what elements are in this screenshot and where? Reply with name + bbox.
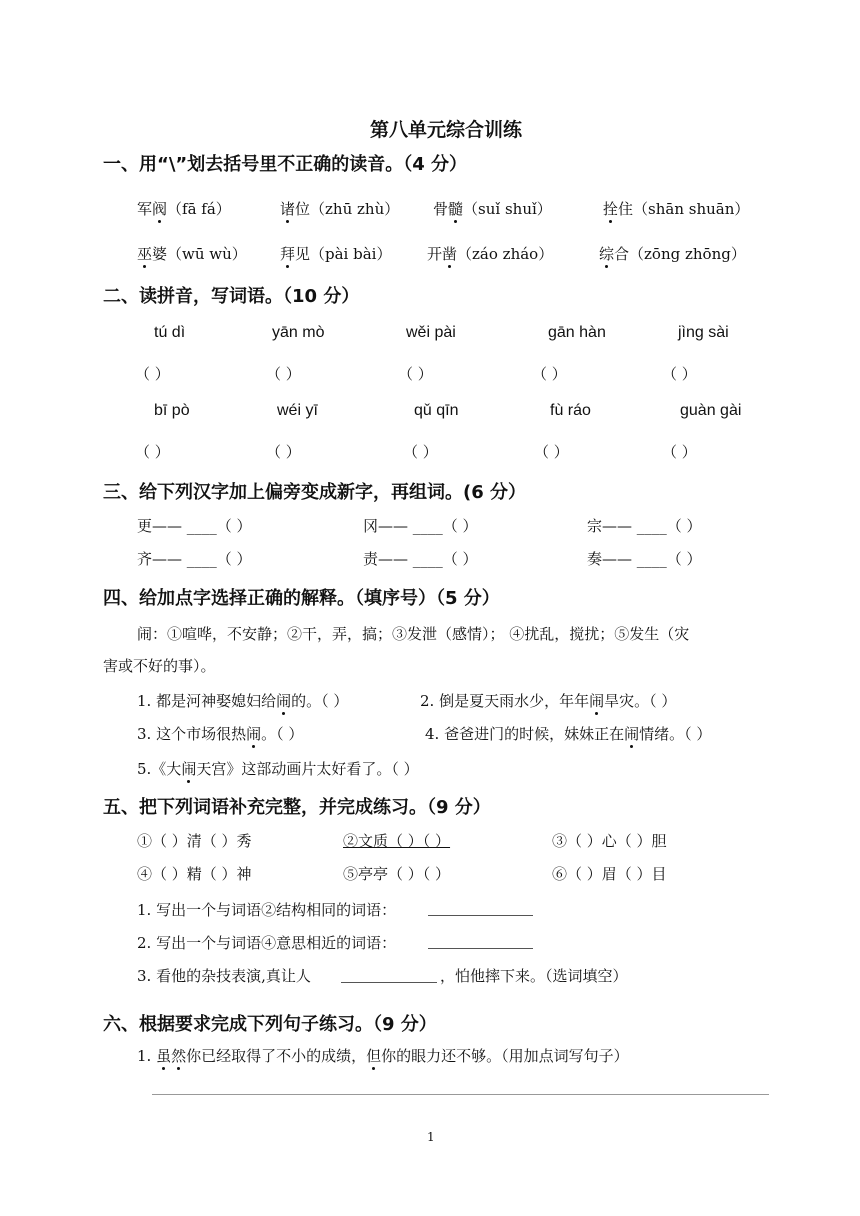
radical-item[interactable]: 奏—— ____（ ）	[587, 550, 702, 568]
definition-text: 害或不好的事）。	[103, 657, 216, 675]
section-5-heading: 五、把下列词语补充完整，并完成练习。（9 分）	[103, 797, 491, 818]
pinyin: wěi pài	[406, 324, 456, 341]
page-title: 第八单元综合训练	[370, 119, 523, 141]
answer-blank[interactable]: （ ）	[532, 365, 567, 383]
answer-line[interactable]	[428, 948, 533, 949]
radical-item[interactable]: 更—— ____（ ）	[137, 517, 252, 535]
q4-item: 1. 都是河神娶媳妇给闹的。（ ）	[137, 692, 349, 710]
answer-line[interactable]	[428, 915, 533, 916]
answer-blank[interactable]: （ ）	[135, 443, 170, 461]
exercise-text: 1. 写出一个与词语②结构相同的词语：	[137, 901, 397, 919]
radical-item[interactable]: 责—— ____（ ）	[363, 550, 478, 568]
idiom-item[interactable]: ①（ ）清（ ）秀	[137, 832, 252, 850]
answer-line[interactable]	[341, 982, 437, 983]
q1-item: 巫婆（wū wù）	[137, 245, 247, 263]
idiom-item[interactable]: ②文质（ ）（ ）	[343, 832, 451, 850]
radical-item[interactable]: 齐—— ____（ ）	[137, 550, 252, 568]
section-2-heading: 二、读拼音，写词语。（10 分）	[103, 286, 360, 307]
idiom-item[interactable]: ③（ ）心（ ）胆	[552, 832, 667, 850]
section-3-heading: 三、给下列汉字加上偏旁变成新字，再组词。(6 分）	[103, 482, 527, 503]
q4-item: 3. 这个市场很热闹。（ ）	[137, 725, 304, 743]
idiom-item[interactable]: ⑤亭亭（ ）（ ）	[343, 865, 451, 883]
q1-item: 诸位（zhū zhù）	[280, 200, 400, 218]
q4-item: 4. 爸爸进门的时候，妹妹正在闹情绪。（ ）	[425, 725, 712, 743]
answer-blank[interactable]: （ ）	[398, 365, 433, 383]
q1-item: 开凿（záo zháo）	[427, 245, 554, 263]
q1-item: 骨髓（suǐ shuǐ）	[433, 200, 552, 218]
q1-item: 拴住（shān shuān）	[603, 200, 750, 218]
answer-blank[interactable]: （ ）	[266, 443, 301, 461]
answer-blank[interactable]: （ ）	[662, 365, 697, 383]
q1-item: 拜见（pài bài）	[280, 245, 392, 263]
pinyin: jìng sài	[678, 324, 729, 341]
answer-blank[interactable]: （ ）	[662, 443, 697, 461]
q1-item: 综合（zōng zhōng）	[599, 245, 746, 263]
pinyin: guàn gài	[680, 402, 742, 419]
q1-item: 军阀（fā fá）	[137, 200, 231, 218]
radical-item[interactable]: 冈—— ____（ ）	[363, 517, 478, 535]
pinyin: qǔ qīn	[414, 402, 459, 419]
pinyin: tú dì	[154, 324, 186, 341]
q4-item: 2. 倒是夏天雨水少，年年闹旱灾。（ ）	[420, 692, 677, 710]
pinyin: yān mò	[272, 324, 325, 341]
pinyin: gān hàn	[548, 324, 606, 341]
exercise-text: 3. 看他的杂技表演,真让人	[137, 967, 311, 985]
section-6-heading: 六、根据要求完成下列句子练习。（9 分）	[103, 1014, 437, 1035]
q4-item: 5.《大闹天宫》这部动画片太好看了。（ ）	[137, 760, 419, 778]
pinyin: wéi yī	[277, 402, 318, 419]
exercise-text: ，怕他摔下来。（选词填空）	[440, 967, 628, 985]
section-1-heading: 一、用“\”划去括号里不正确的读音。（4 分）	[103, 154, 468, 175]
answer-blank[interactable]: （ ）	[534, 443, 569, 461]
answer-blank[interactable]: （ ）	[135, 365, 170, 383]
pinyin: bī pò	[154, 402, 190, 419]
page-number: 1	[427, 1130, 435, 1144]
idiom-item[interactable]: ⑥（ ）眉（ ）目	[552, 865, 667, 883]
answer-blank[interactable]: （ ）	[266, 365, 301, 383]
exercise-text: 2. 写出一个与词语④意思相近的词语：	[137, 934, 397, 952]
q6-item: 1. 虽然你已经取得了不小的成绩，但你的眼力还不够。（用加点词写句子）	[137, 1047, 629, 1065]
radical-item[interactable]: 宗—— ____（ ）	[587, 517, 702, 535]
idiom-item[interactable]: ④（ ）精（ ）神	[137, 865, 252, 883]
answer-blank[interactable]: （ ）	[403, 443, 438, 461]
answer-line[interactable]	[152, 1094, 769, 1095]
definition-text: 闹：①喧哗，不安静；②干，弄，搞；③发泄（感情）； ④扰乱，搅扰；⑤发生（灾	[137, 625, 690, 643]
pinyin: fù ráo	[550, 402, 591, 419]
section-4-heading: 四、给加点字选择正确的解释。（填序号）（5 分）	[103, 588, 500, 609]
